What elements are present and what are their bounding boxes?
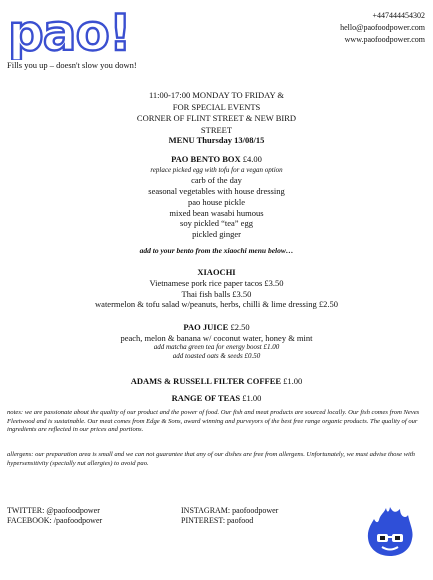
xiaochi-title: XIAOCHI xyxy=(197,267,236,277)
pao-logo xyxy=(6,4,166,60)
opening-hours xyxy=(0,90,433,136)
hours-line: 11:00-17:00 MONDAY TO FRIDAY & xyxy=(148,90,285,100)
bento-heading xyxy=(0,154,433,165)
bento-item: seasonal vegetables with house dressing xyxy=(148,186,285,197)
filter-coffee-line xyxy=(0,376,433,386)
facebook-handle[interactable]: FACEBOOK: /paofoodpower xyxy=(7,516,103,525)
social-right xyxy=(181,506,278,526)
contact-block xyxy=(340,10,425,46)
juice-section xyxy=(0,322,433,361)
hours-line: CORNER OF FLINT STREET & NEW BIRD xyxy=(136,113,297,123)
instagram-handle[interactable]: INSTAGRAM: paofoodpower xyxy=(181,506,279,515)
notes-paragraph: notes: we are passionate about the quality of our product and the power of food. Our fish and meat products are sourced locally. Our fish comes from Neves Fleetwood and is sustainable. Our meat comes from Edge & Sons, award winning and purveyors of the best free range organic products. The quality of our ingredients are reflected in our prices and portions. xyxy=(7,409,420,434)
email-address[interactable]: hello@paofoodpower.com xyxy=(340,23,425,32)
teas-title: RANGE OF TEAS xyxy=(171,393,241,403)
juice-heading xyxy=(0,322,433,333)
juice-addon: add toasted oats & seeds £0.50 xyxy=(172,352,261,360)
teas-price: £1.00 xyxy=(242,393,262,403)
allergens-paragraph: allergens: our preparation area is small and we can not guarantee that any of our dishes are free from allergens. Unfortunately, we must advise those with hypersensitivity (specially nut allergies) to avoid pao. xyxy=(7,451,415,467)
filter-coffee-price: £1.00 xyxy=(283,376,303,386)
logo-text: pao! xyxy=(8,4,131,60)
juice-title: PAO JUICE xyxy=(183,322,229,332)
social-left xyxy=(7,506,102,526)
juice-description: peach, melon & banana w/ coconut water, honey & mint xyxy=(120,332,313,343)
xiaochi-item: Thai fish balls £3.50 xyxy=(181,288,252,299)
twitter-handle[interactable]: TWITTER: @paofoodpower xyxy=(7,506,100,515)
bento-price: £4.00 xyxy=(242,154,262,164)
filter-coffee-title: ADAMS & RUSSELL FILTER COFFEE xyxy=(130,376,282,386)
tagline: Fills you up – doesn't slow you down! xyxy=(7,60,137,70)
bento-item: pao house pickle xyxy=(187,196,246,207)
xiaochi-section xyxy=(0,267,433,310)
juice-addon: add matcha green tea for energy boost £1.00 xyxy=(153,343,280,351)
juice-price: £2.50 xyxy=(230,322,250,332)
bento-item: mixed bean wasabi humous xyxy=(169,207,264,218)
bento-item: carb of the day xyxy=(191,175,242,186)
flame-mascot-icon xyxy=(364,505,416,557)
bento-title: PAO BENTO BOX xyxy=(171,154,241,164)
teas-line xyxy=(0,393,433,403)
add-to-bento-line: add to your bento from the xiaochi menu below… xyxy=(139,246,294,255)
bento-section xyxy=(0,154,433,240)
hours-line: STREET xyxy=(200,124,233,135)
bento-item: pickled ginger xyxy=(192,228,241,239)
pinterest-handle[interactable]: PINTEREST: paofood xyxy=(181,516,254,525)
bento-item: soy pickled “tea” egg xyxy=(180,218,253,229)
bento-note: replace picked egg with tofu for a vegan option xyxy=(150,165,283,174)
xiaochi-item: Vietnamese pork rice paper tacos £3.50 xyxy=(149,277,284,288)
xiaochi-item: watermelon & tofu salad w/peanuts, herbs, chilli & lime dressing £2.50 xyxy=(95,299,338,310)
website-link[interactable]: www.paofoodpower.com xyxy=(344,35,425,44)
menu-title: MENU Thursday 13/08/15 xyxy=(168,135,265,145)
phone-number: +447444454302 xyxy=(372,11,425,20)
hours-line: FOR SPECIAL EVENTS xyxy=(172,101,261,112)
